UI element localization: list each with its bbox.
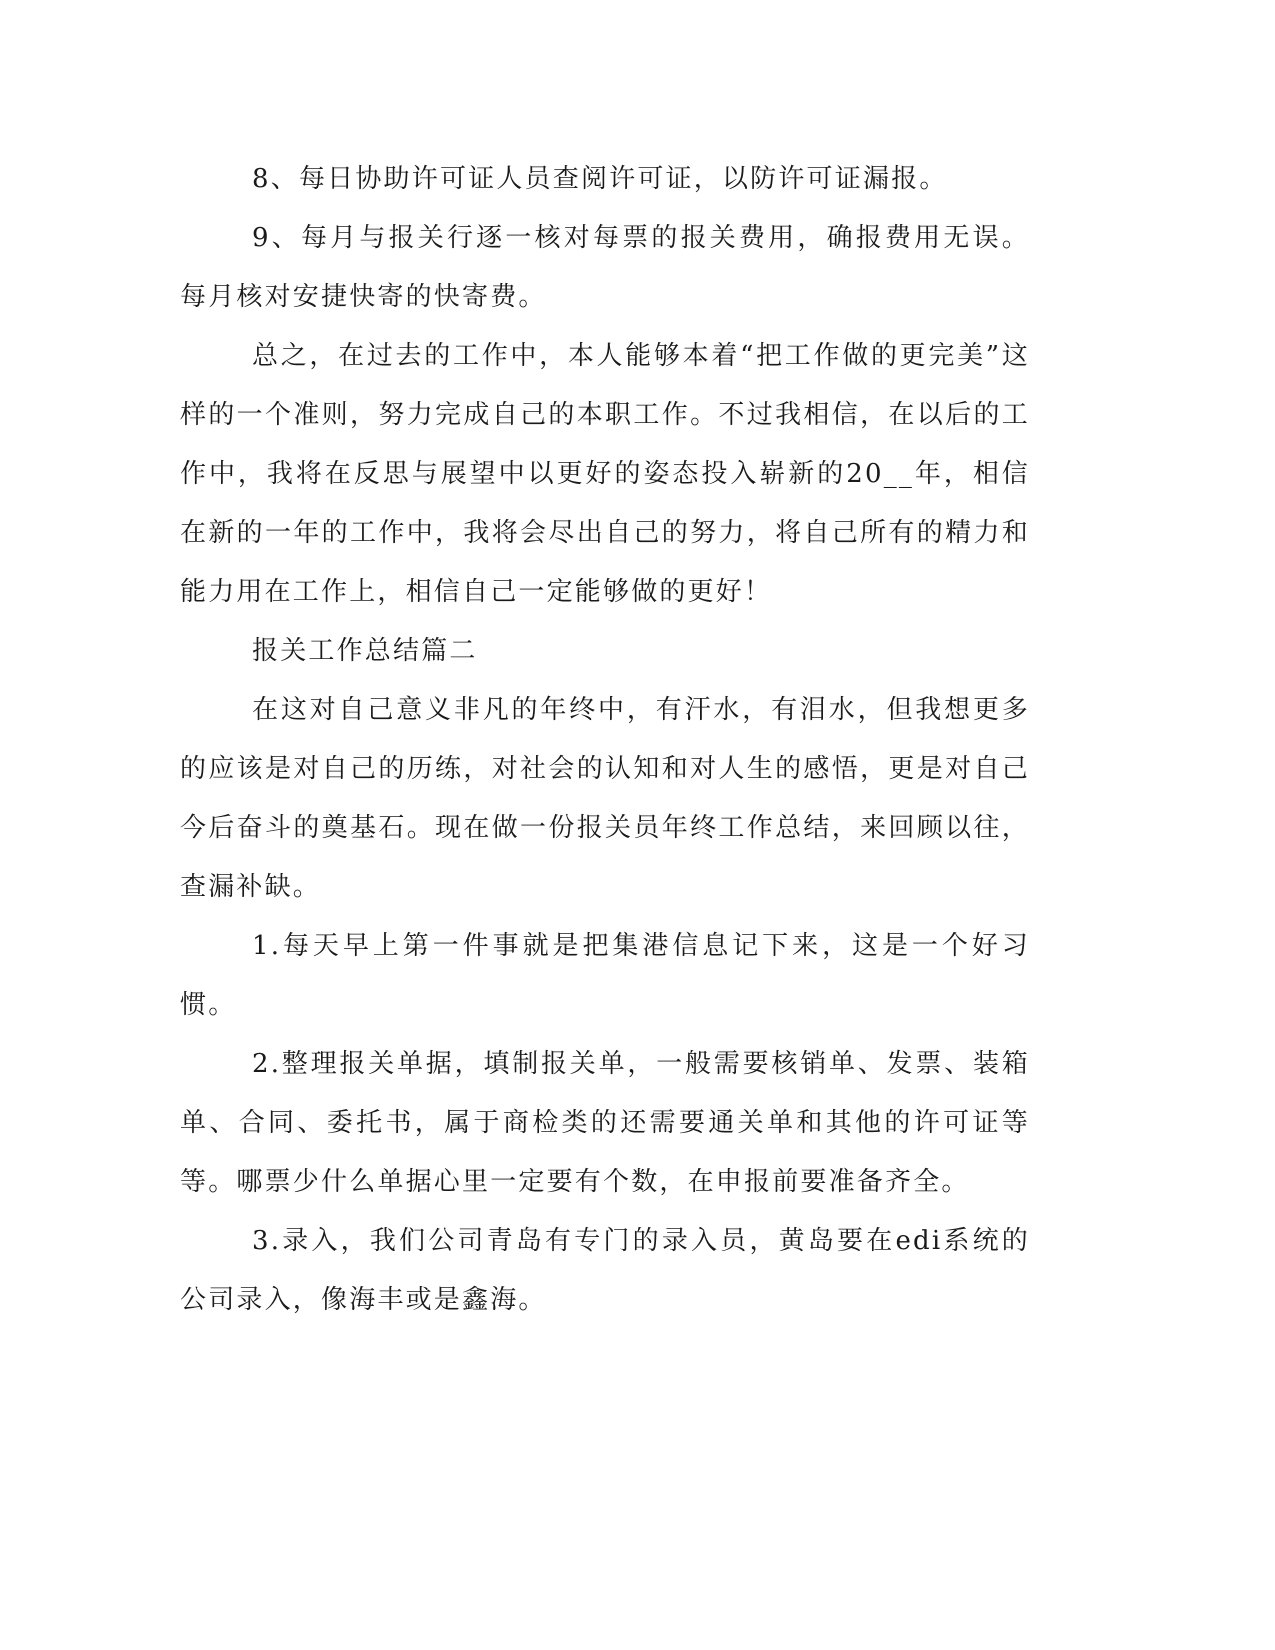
paragraph-item-9: 9、每月与报关行逐一核对每票的报关费用，确报费用无误。每月核对安捷快寄的快寄费。 xyxy=(180,223,1030,312)
paragraph-point-2: 2.整理报关单据，填制报关单，一般需要核销单、发票、装箱单、合同、委托书，属于商检类的还需要通关单和其他的许可证等等。哪票少什么单据心里一定要有个数，在申报前要准备齐全。 xyxy=(180,1049,1030,1197)
document-body xyxy=(180,150,1030,1330)
paragraph-intro: 在这对自己意义非凡的年终中，有汗水，有泪水，但我想更多的应该是对自己的历练，对社会的认知和对人生的感悟，更是对自己今后奋斗的奠基石。现在做一份报关员年终工作总结，来回顾以往，查漏补缺。 xyxy=(180,695,1030,902)
section-heading: 报关工作总结篇二 xyxy=(252,636,478,666)
paragraph-point-1: 1.每天早上第一件事就是把集港信息记下来，这是一个好习惯。 xyxy=(180,931,1030,1020)
paragraph-point-3: 3.录入，我们公司青岛有专门的录入员，黄岛要在edi系统的公司录入，像海丰或是鑫海。 xyxy=(180,1226,1030,1315)
paragraph-summary: 总之，在过去的工作中，本人能够本着“把工作做的更完美”这样的一个准则，努力完成自己的本职工作。不过我相信，在以后的工作中，我将在反思与展望中以更好的姿态投入崭新的20__年，相信在新的一年的工作中，我将会尽出自己的努力，将自己所有的精力和能力用在工作上，相信自己一定能够做的更好！ xyxy=(180,341,1030,607)
paragraph-item-8: 8、每日协助许可证人员查阅许可证，以防许可证漏报。 xyxy=(252,164,948,194)
